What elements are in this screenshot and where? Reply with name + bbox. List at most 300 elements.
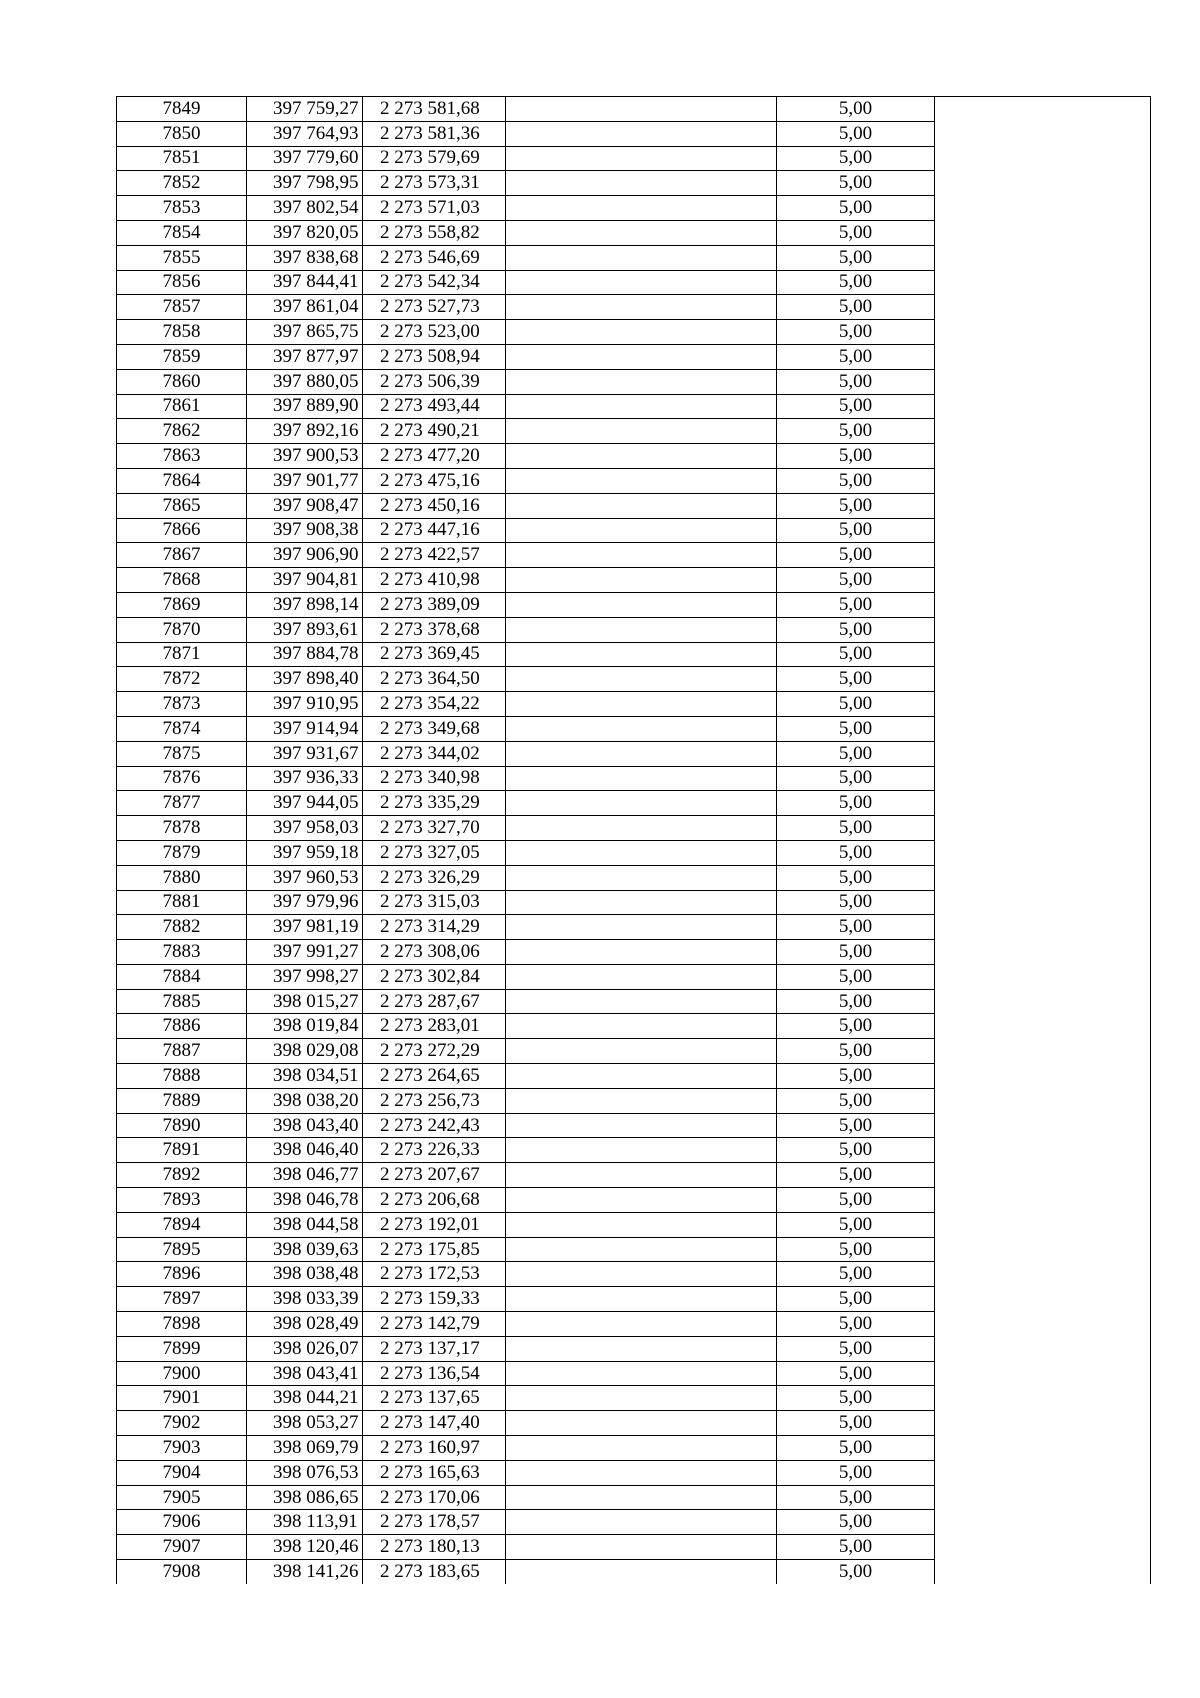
x-coordinate-cell: 398 069,79 [247,1436,363,1461]
point-number-cell: 7906 [117,1510,247,1535]
x-coordinate-cell: 398 046,78 [247,1188,363,1213]
empty-cell [935,865,1151,890]
table-row [117,295,1151,320]
table-row [117,444,1151,469]
point-number-cell: 7863 [117,444,247,469]
point-number-cell: 7859 [117,344,247,369]
y-coordinate-cell: 2 273 573,31 [363,171,506,196]
empty-cell [506,344,777,369]
empty-cell [506,1088,777,1113]
empty-cell [935,617,1151,642]
x-coordinate-cell: 397 898,40 [247,667,363,692]
empty-cell [506,989,777,1014]
point-number-cell: 7851 [117,146,247,171]
value-cell: 5,00 [777,196,935,221]
empty-cell [506,568,777,593]
y-coordinate-cell: 2 273 315,03 [363,890,506,915]
table-row [117,592,1151,617]
value-cell: 5,00 [777,245,935,270]
y-coordinate-cell: 2 273 226,33 [363,1138,506,1163]
point-number-cell: 7871 [117,642,247,667]
point-number-cell: 7872 [117,667,247,692]
empty-cell [935,419,1151,444]
point-number-cell: 7858 [117,320,247,345]
empty-cell [506,543,777,568]
x-coordinate-cell: 398 076,53 [247,1460,363,1485]
point-number-cell: 7885 [117,989,247,1014]
value-cell: 5,00 [777,1535,935,1560]
empty-cell [506,692,777,717]
y-coordinate-cell: 2 273 206,68 [363,1188,506,1213]
value-cell: 5,00 [777,667,935,692]
value-cell: 5,00 [777,741,935,766]
x-coordinate-cell: 397 844,41 [247,270,363,295]
point-number-cell: 7891 [117,1138,247,1163]
empty-cell [506,642,777,667]
table-row [117,1138,1151,1163]
empty-cell [506,865,777,890]
value-cell: 5,00 [777,940,935,965]
empty-cell [935,940,1151,965]
empty-cell [506,196,777,221]
empty-cell [935,295,1151,320]
value-cell: 5,00 [777,642,935,667]
x-coordinate-cell: 397 914,94 [247,716,363,741]
y-coordinate-cell: 2 273 450,16 [363,493,506,518]
y-coordinate-cell: 2 273 302,84 [363,964,506,989]
x-coordinate-cell: 398 113,91 [247,1510,363,1535]
y-coordinate-cell: 2 273 170,06 [363,1485,506,1510]
empty-cell [935,1510,1151,1535]
y-coordinate-cell: 2 273 506,39 [363,369,506,394]
point-number-cell: 7873 [117,692,247,717]
empty-cell [506,915,777,940]
y-coordinate-cell: 2 273 389,09 [363,592,506,617]
empty-cell [935,1287,1151,1312]
point-number-cell: 7901 [117,1386,247,1411]
value-cell: 5,00 [777,816,935,841]
y-coordinate-cell: 2 273 180,13 [363,1535,506,1560]
empty-cell [935,1064,1151,1089]
y-coordinate-cell: 2 273 340,98 [363,766,506,791]
x-coordinate-cell: 398 038,48 [247,1262,363,1287]
empty-cell [935,493,1151,518]
value-cell: 5,00 [777,97,935,122]
y-coordinate-cell: 2 273 581,36 [363,121,506,146]
empty-cell [506,1014,777,1039]
table-row [117,245,1151,270]
x-coordinate-cell: 397 861,04 [247,295,363,320]
y-coordinate-cell: 2 273 581,68 [363,97,506,122]
y-coordinate-cell: 2 273 344,02 [363,741,506,766]
x-coordinate-cell: 397 944,05 [247,791,363,816]
point-number-cell: 7900 [117,1361,247,1386]
value-cell: 5,00 [777,146,935,171]
y-coordinate-cell: 2 273 475,16 [363,468,506,493]
y-coordinate-cell: 2 273 326,29 [363,865,506,890]
value-cell: 5,00 [777,344,935,369]
value-cell: 5,00 [777,791,935,816]
table-row [117,865,1151,890]
x-coordinate-cell: 397 893,61 [247,617,363,642]
value-cell: 5,00 [777,1485,935,1510]
empty-cell [935,667,1151,692]
table-row [117,1386,1151,1411]
value-cell: 5,00 [777,1188,935,1213]
empty-cell [935,1312,1151,1337]
y-coordinate-cell: 2 273 159,33 [363,1287,506,1312]
value-cell: 5,00 [777,1262,935,1287]
table-row [117,1188,1151,1213]
x-coordinate-cell: 397 892,16 [247,419,363,444]
empty-cell [506,171,777,196]
value-cell: 5,00 [777,394,935,419]
x-coordinate-cell: 398 046,77 [247,1163,363,1188]
empty-cell [935,915,1151,940]
x-coordinate-cell: 397 889,90 [247,394,363,419]
y-coordinate-cell: 2 273 192,01 [363,1212,506,1237]
value-cell: 5,00 [777,592,935,617]
point-number-cell: 7881 [117,890,247,915]
x-coordinate-cell: 398 044,21 [247,1386,363,1411]
value-cell: 5,00 [777,493,935,518]
table-row [117,890,1151,915]
empty-cell [506,1485,777,1510]
y-coordinate-cell: 2 273 335,29 [363,791,506,816]
empty-cell [935,989,1151,1014]
x-coordinate-cell: 397 958,03 [247,816,363,841]
y-coordinate-cell: 2 273 527,73 [363,295,506,320]
y-coordinate-cell: 2 273 508,94 [363,344,506,369]
coordinate-table-body [117,97,1151,1584]
empty-cell [506,1535,777,1560]
point-number-cell: 7874 [117,716,247,741]
empty-cell [935,1212,1151,1237]
point-number-cell: 7868 [117,568,247,593]
table-row [117,468,1151,493]
x-coordinate-cell: 398 043,40 [247,1113,363,1138]
empty-cell [935,816,1151,841]
x-coordinate-cell: 397 908,38 [247,518,363,543]
x-coordinate-cell: 397 981,19 [247,915,363,940]
y-coordinate-cell: 2 273 490,21 [363,419,506,444]
x-coordinate-cell: 398 033,39 [247,1287,363,1312]
y-coordinate-cell: 2 273 160,97 [363,1436,506,1461]
table-row [117,1510,1151,1535]
x-coordinate-cell: 397 904,81 [247,568,363,593]
point-number-cell: 7888 [117,1064,247,1089]
table-row [117,1163,1151,1188]
x-coordinate-cell: 398 019,84 [247,1014,363,1039]
y-coordinate-cell: 2 273 542,34 [363,270,506,295]
empty-cell [935,692,1151,717]
empty-cell [935,1014,1151,1039]
point-number-cell: 7877 [117,791,247,816]
table-row [117,270,1151,295]
table-row [117,1485,1151,1510]
point-number-cell: 7893 [117,1188,247,1213]
empty-cell [935,1163,1151,1188]
value-cell: 5,00 [777,964,935,989]
y-coordinate-cell: 2 273 558,82 [363,220,506,245]
empty-cell [935,245,1151,270]
value-cell: 5,00 [777,1361,935,1386]
x-coordinate-cell: 398 029,08 [247,1039,363,1064]
value-cell: 5,00 [777,518,935,543]
y-coordinate-cell: 2 273 183,65 [363,1560,506,1584]
x-coordinate-cell: 398 028,49 [247,1312,363,1337]
empty-cell [506,146,777,171]
point-number-cell: 7876 [117,766,247,791]
value-cell: 5,00 [777,1014,935,1039]
point-number-cell: 7902 [117,1411,247,1436]
point-number-cell: 7884 [117,964,247,989]
x-coordinate-cell: 398 053,27 [247,1411,363,1436]
table-row [117,394,1151,419]
x-coordinate-cell: 398 015,27 [247,989,363,1014]
x-coordinate-cell: 398 038,20 [247,1088,363,1113]
y-coordinate-cell: 2 273 571,03 [363,196,506,221]
value-cell: 5,00 [777,1460,935,1485]
y-coordinate-cell: 2 273 314,29 [363,915,506,940]
y-coordinate-cell: 2 273 272,29 [363,1039,506,1064]
point-number-cell: 7882 [117,915,247,940]
value-cell: 5,00 [777,1336,935,1361]
point-number-cell: 7875 [117,741,247,766]
table-row [117,1336,1151,1361]
value-cell: 5,00 [777,890,935,915]
y-coordinate-cell: 2 273 477,20 [363,444,506,469]
table-row [117,840,1151,865]
table-row [117,741,1151,766]
empty-cell [506,1064,777,1089]
point-number-cell: 7886 [117,1014,247,1039]
empty-cell [506,1163,777,1188]
empty-cell [506,419,777,444]
empty-cell [506,940,777,965]
x-coordinate-cell: 397 884,78 [247,642,363,667]
empty-cell [935,1411,1151,1436]
y-coordinate-cell: 2 273 165,63 [363,1460,506,1485]
y-coordinate-cell: 2 273 256,73 [363,1088,506,1113]
point-number-cell: 7895 [117,1237,247,1262]
y-coordinate-cell: 2 273 327,05 [363,840,506,865]
point-number-cell: 7883 [117,940,247,965]
table-row [117,568,1151,593]
point-number-cell: 7870 [117,617,247,642]
x-coordinate-cell: 397 764,93 [247,121,363,146]
empty-cell [935,1237,1151,1262]
value-cell: 5,00 [777,1411,935,1436]
y-coordinate-cell: 2 273 327,70 [363,816,506,841]
point-number-cell: 7865 [117,493,247,518]
value-cell: 5,00 [777,468,935,493]
value-cell: 5,00 [777,1436,935,1461]
empty-cell [935,1460,1151,1485]
empty-cell [935,1039,1151,1064]
point-number-cell: 7856 [117,270,247,295]
table-row [117,816,1151,841]
point-number-cell: 7869 [117,592,247,617]
x-coordinate-cell: 397 838,68 [247,245,363,270]
y-coordinate-cell: 2 273 493,44 [363,394,506,419]
table-row [117,1411,1151,1436]
x-coordinate-cell: 398 046,40 [247,1138,363,1163]
empty-cell [935,741,1151,766]
empty-cell [506,1560,777,1584]
table-row [117,518,1151,543]
empty-cell [506,1212,777,1237]
x-coordinate-cell: 398 039,63 [247,1237,363,1262]
value-cell: 5,00 [777,1386,935,1411]
y-coordinate-cell: 2 273 308,06 [363,940,506,965]
empty-cell [935,1386,1151,1411]
point-number-cell: 7878 [117,816,247,841]
point-number-cell: 7860 [117,369,247,394]
empty-cell [506,468,777,493]
x-coordinate-cell: 398 043,41 [247,1361,363,1386]
value-cell: 5,00 [777,1113,935,1138]
coordinate-table [116,96,1151,1584]
point-number-cell: 7903 [117,1436,247,1461]
value-cell: 5,00 [777,1287,935,1312]
empty-cell [506,369,777,394]
point-number-cell: 7855 [117,245,247,270]
y-coordinate-cell: 2 273 364,50 [363,667,506,692]
table-row [117,692,1151,717]
value-cell: 5,00 [777,1312,935,1337]
table-row [117,667,1151,692]
table-row [117,1064,1151,1089]
value-cell: 5,00 [777,270,935,295]
empty-cell [506,890,777,915]
point-number-cell: 7887 [117,1039,247,1064]
point-number-cell: 7867 [117,543,247,568]
x-coordinate-cell: 397 877,97 [247,344,363,369]
table-row [117,543,1151,568]
value-cell: 5,00 [777,1088,935,1113]
y-coordinate-cell: 2 273 137,65 [363,1386,506,1411]
empty-cell [506,1460,777,1485]
x-coordinate-cell: 398 120,46 [247,1535,363,1560]
table-row [117,1014,1151,1039]
point-number-cell: 7908 [162,1560,201,1582]
table-row [117,1113,1151,1138]
point-number-cell: 7853 [117,196,247,221]
table-row [117,964,1151,989]
point-number-cell: 7849 [117,97,247,122]
empty-cell [935,196,1151,221]
empty-cell [506,97,777,122]
empty-cell [935,97,1151,122]
table-row [117,1088,1151,1113]
empty-cell [935,344,1151,369]
value-cell: 5,00 [777,568,935,593]
y-coordinate-cell: 2 273 369,45 [363,642,506,667]
table-row [117,617,1151,642]
empty-cell [935,394,1151,419]
x-coordinate-cell: 397 936,33 [247,766,363,791]
y-coordinate-cell: 2 273 172,53 [363,1262,506,1287]
empty-cell [935,1336,1151,1361]
empty-cell [506,320,777,345]
table-row [117,1535,1151,1560]
empty-cell [935,369,1151,394]
value-cell: 5,00 [777,543,935,568]
point-number-cell: 7907 [117,1535,247,1560]
value-cell: 5,00 [777,1560,935,1584]
empty-cell [506,840,777,865]
table-row [117,171,1151,196]
point-number-cell: 7864 [117,468,247,493]
table-row [117,940,1151,965]
x-coordinate-cell: 397 898,14 [247,592,363,617]
empty-cell [506,270,777,295]
empty-cell [506,964,777,989]
empty-cell [935,1188,1151,1213]
x-coordinate-cell: 397 798,95 [247,171,363,196]
empty-cell [506,295,777,320]
table-row [117,1237,1151,1262]
empty-cell [935,1361,1151,1386]
point-number-cell: 7904 [117,1460,247,1485]
empty-cell [506,394,777,419]
empty-cell [935,791,1151,816]
value-cell: 5,00 [777,121,935,146]
y-coordinate-cell: 2 273 283,01 [363,1014,506,1039]
y-coordinate-cell: 2 273 349,68 [363,716,506,741]
table-row [117,1361,1151,1386]
table-row [117,121,1151,146]
x-coordinate-cell: 397 802,54 [247,196,363,221]
x-coordinate-cell: 398 034,51 [247,1064,363,1089]
table-row [117,220,1151,245]
y-coordinate-cell: 2 273 137,17 [363,1336,506,1361]
table-row [117,915,1151,940]
value-cell: 5,00 [777,989,935,1014]
table-row [117,1460,1151,1485]
y-coordinate-cell: 2 273 242,43 [363,1113,506,1138]
empty-cell [506,667,777,692]
empty-cell [935,1560,1151,1584]
y-coordinate-cell: 2 273 175,85 [363,1237,506,1262]
empty-cell [506,1312,777,1337]
empty-cell [506,791,777,816]
value-cell: 5,00 [777,1237,935,1262]
empty-cell [506,444,777,469]
x-coordinate-cell: 397 979,96 [247,890,363,915]
y-coordinate-cell: 2 273 447,16 [363,518,506,543]
y-coordinate-cell: 2 273 579,69 [363,146,506,171]
x-coordinate-cell: 397 908,47 [247,493,363,518]
value-cell: 5,00 [777,419,935,444]
value-cell: 5,00 [777,1510,935,1535]
x-coordinate-cell: 397 759,27 [247,97,363,122]
empty-cell [506,816,777,841]
point-number-cell: 7861 [117,394,247,419]
empty-cell [506,1113,777,1138]
value-cell: 5,00 [777,692,935,717]
empty-cell [506,1262,777,1287]
empty-cell [935,964,1151,989]
empty-cell [935,1262,1151,1287]
empty-cell [935,468,1151,493]
y-coordinate-cell: 2 273 147,40 [363,1411,506,1436]
table-row [117,716,1151,741]
point-number-cell: 7898 [117,1312,247,1337]
y-coordinate-cell: 2 273 546,69 [363,245,506,270]
x-coordinate-cell: 397 959,18 [247,840,363,865]
